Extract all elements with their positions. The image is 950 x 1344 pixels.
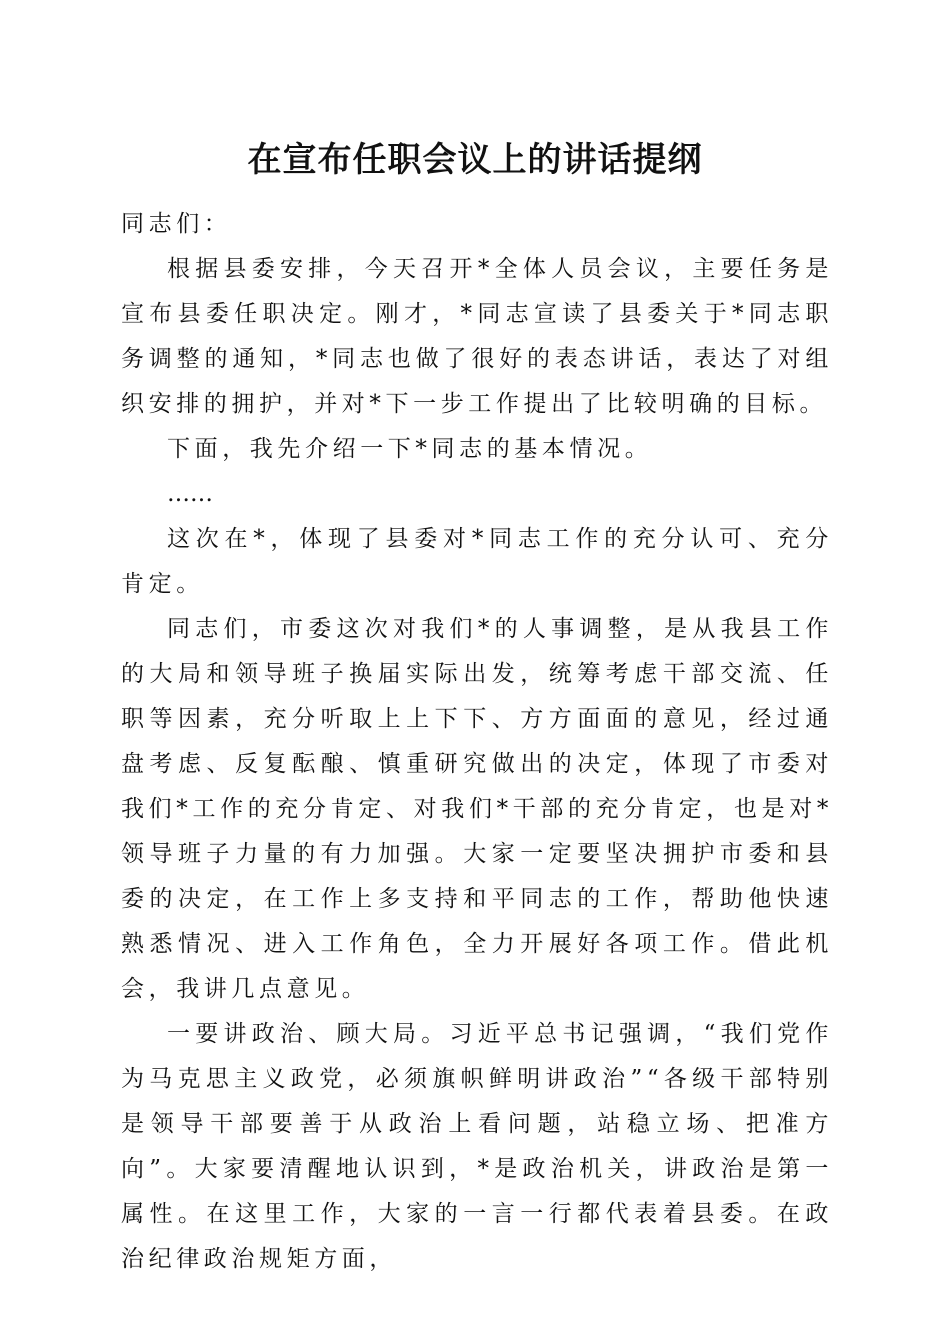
paragraph-personnel-adjustment: 同志们，市委这次对我们*的人事调整，是从我县工作的大局和领导班子换届实际出发，统筹考虑干部交流、任职等因素，充分听取上上下下、方方面面的意见，经过通盘考虑、反复酝酿、慎重研究做出的决定，体现了市委对我们*工作的充分肯定、对我们*干部的充分肯定，也是对*领导班子力量的有力加强。大家一定要坚决拥护市委和县委的决定，在工作上多支持和平同志的工作，帮助他快速熟悉情况、进入工作角色，全力开展好各项工作。借此机会，我讲几点意见。 xyxy=(121,616,833,1002)
salutation: 同志们： xyxy=(121,211,232,237)
paragraph-ellipsis: …… xyxy=(167,481,213,507)
paragraph-point-one: 一要讲政治、顾大局。习近平总书记强调，“我们党作为马克思主义政党，必须旗帜鲜明讲政治”“各级干部特别是领导干部要善于从政治上看问题，站稳立场、把准方向”。大家要清醒地认识到，*是政治机关，讲政治是第一属性。在这里工作，大家的一言一行都代表着县委。在政治纪律政治规矩方面， xyxy=(121,1021,833,1272)
paragraph-opening: 根据县委安排，今天召开*全体人员会议，主要任务是宣布县委任职决定。刚才，*同志宣读了县委关于*同志职务调整的通知，*同志也做了很好的表态讲话，表达了对组织安排的拥护，并对*下一步工作提出了比较明确的目标。 xyxy=(121,256,833,417)
document-body xyxy=(121,202,833,1282)
document-title: 在宣布任职会议上的讲话提纲 xyxy=(247,140,703,180)
paragraph-recognition: 这次在*，体现了县委对*同志工作的充分认可、充分肯定。 xyxy=(121,526,833,597)
paragraph-introduction: 下面，我先介绍一下*同志的基本情况。 xyxy=(167,436,653,462)
